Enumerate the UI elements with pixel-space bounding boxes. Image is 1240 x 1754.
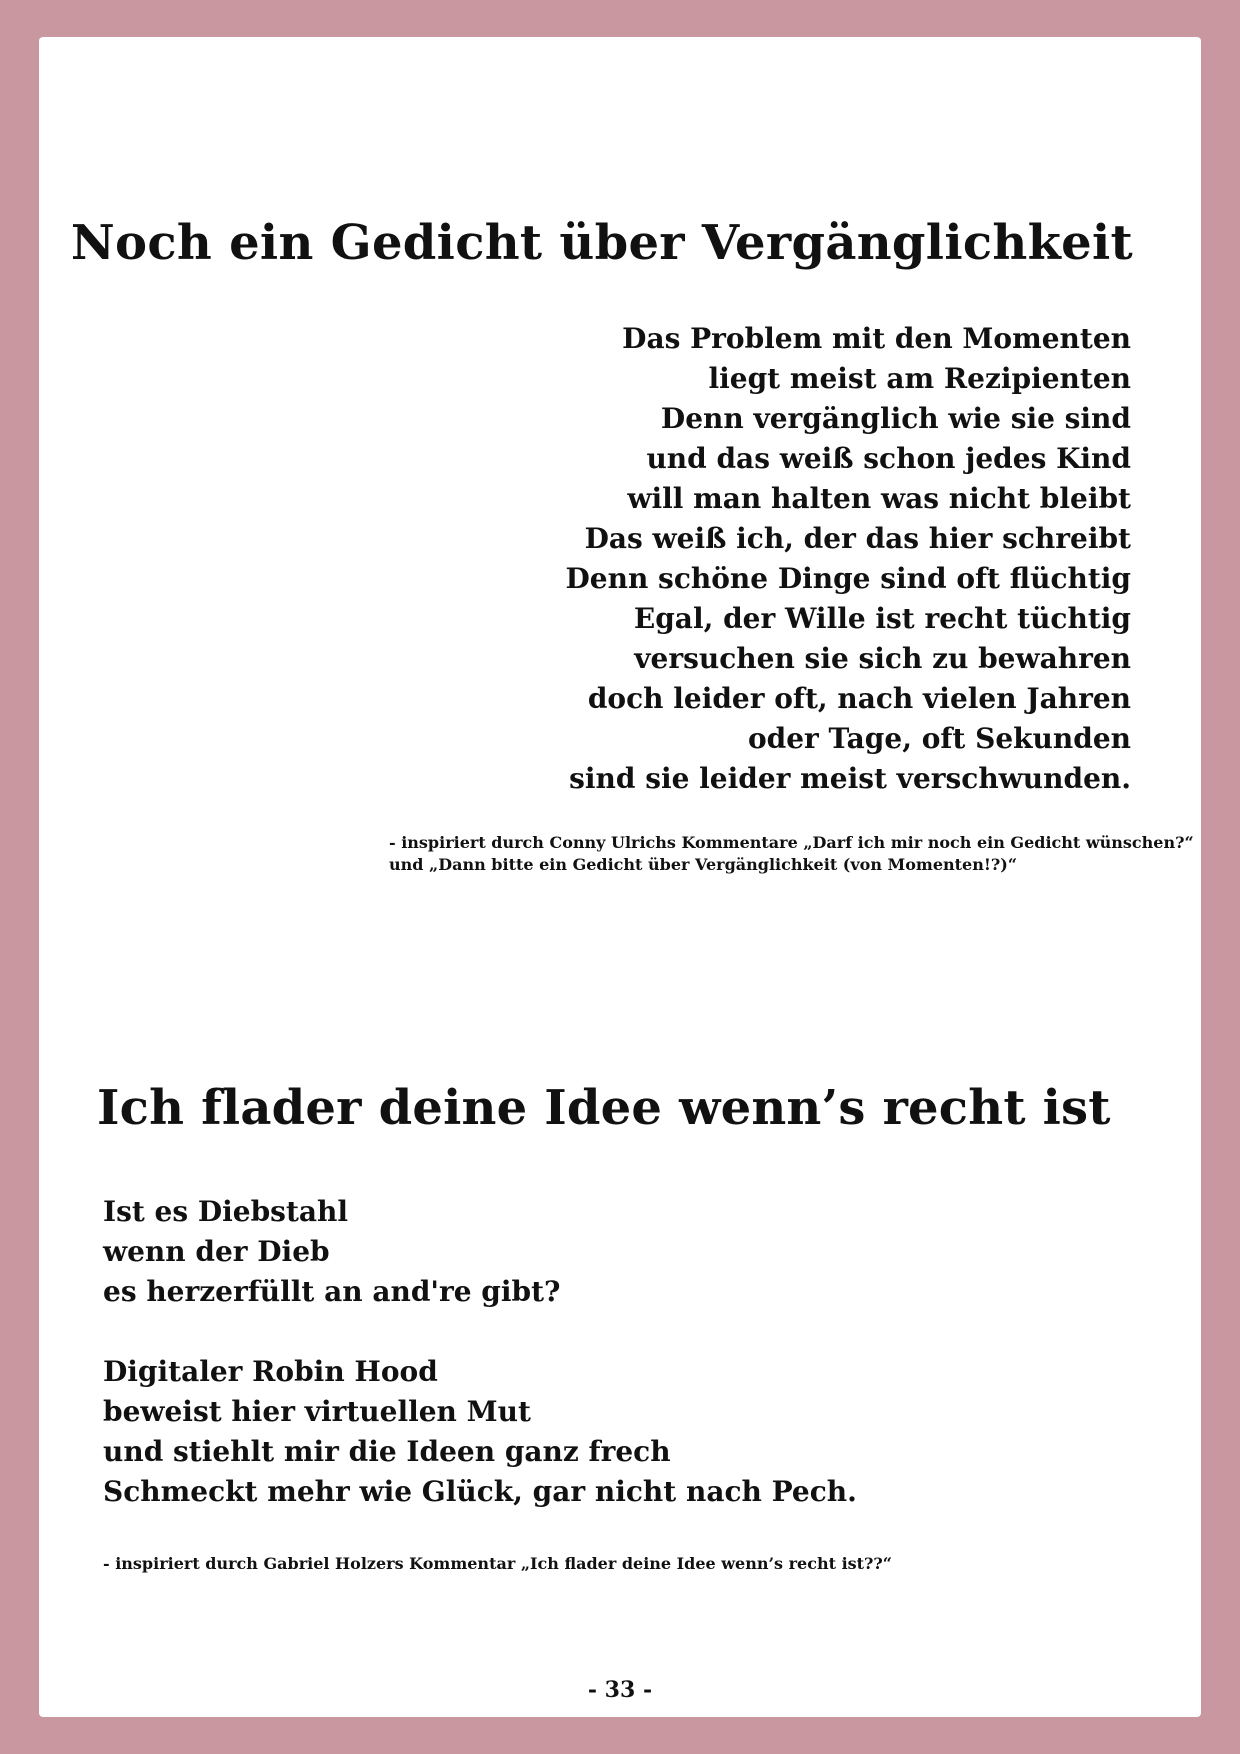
stanza (103, 1352, 1003, 1512)
inspiration-note-idee: - inspiriert durch Gabriel Holzers Kommentar „Ich flader deine Idee wenn’s recht ist??“ (103, 1554, 892, 1573)
poem-title-verganglichkeit: Noch ein Gedicht über Vergänglichkeit (70, 215, 1133, 271)
poem-line: Denn vergänglich wie sie sind (660, 402, 1131, 435)
poem-line: sind sie leider meist verschwunden. (569, 762, 1131, 795)
poem-verganglichkeit (511, 319, 1131, 799)
page (39, 37, 1201, 1717)
page-number: - 33 - (587, 1677, 653, 1703)
poem-line: Egal, der Wille ist recht tüchtig (633, 602, 1131, 635)
note-line: - inspiriert durch Conny Ulrichs Kommentare „Darf ich mir noch ein Gedicht wünschen?“ (389, 833, 1194, 852)
poem-line: Das weiß ich, der das hier schreibt (584, 522, 1131, 555)
poem-line: doch leider oft, nach vielen Jahren (587, 682, 1131, 715)
poem-line: beweist hier virtuellen Mut (103, 1395, 531, 1428)
poem-line: Schmeckt mehr wie Glück, gar nicht nach Pech. (103, 1475, 857, 1508)
poem-line: will man halten was nicht bleibt (627, 482, 1131, 515)
poem-line: Das Problem mit den Momenten (622, 322, 1131, 355)
poem-line: es herzerfüllt an and're gibt? (103, 1275, 561, 1308)
poem-line: versuchen sie sich zu bewahren (634, 642, 1131, 675)
poem-idee (103, 1192, 1003, 1512)
poem-line: Ist es Diebstahl (103, 1195, 349, 1228)
poem-line: wenn der Dieb (103, 1235, 330, 1268)
poem-line: Digitaler Robin Hood (103, 1355, 438, 1388)
poem-line: oder Tage, oft Sekunden (747, 722, 1131, 755)
poem-line: und das weiß schon jedes Kind (646, 442, 1131, 475)
poem-line: liegt meist am Rezipienten (708, 362, 1131, 395)
inspiration-note-verganglichkeit (389, 832, 1194, 876)
poem-line: Denn schöne Dinge sind oft flüchtig (565, 562, 1131, 595)
poem-line: und stiehlt mir die Ideen ganz frech (103, 1435, 671, 1468)
poem-title-idee: Ich flader deine Idee wenn’s recht ist (97, 1080, 1111, 1136)
note-line: und „Dann bitte ein Gedicht über Vergänglichkeit (von Momenten!?)“ (389, 855, 1018, 874)
stanza (103, 1192, 1003, 1312)
